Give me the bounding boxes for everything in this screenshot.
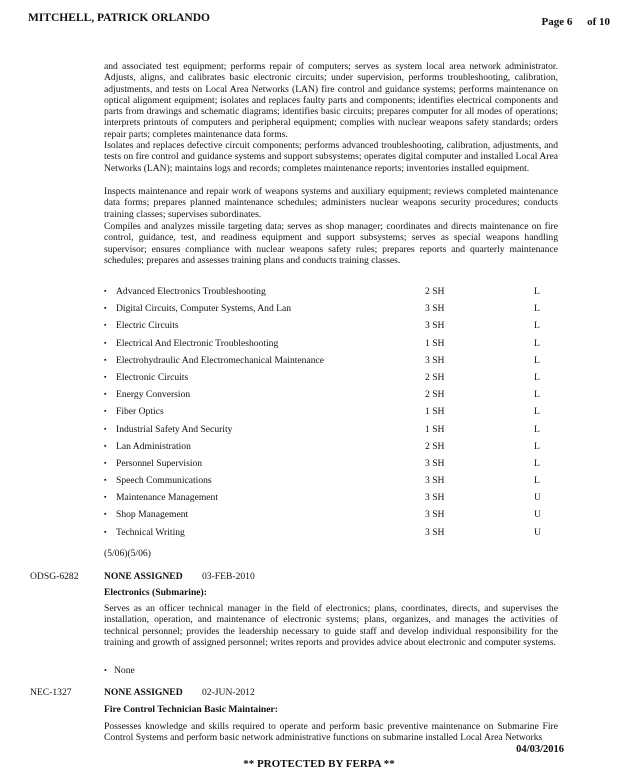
course-credits: 3 SH bbox=[425, 354, 445, 366]
course-credits: 3 SH bbox=[425, 475, 445, 487]
course-level: U bbox=[534, 492, 541, 504]
entry-code: NEC-1327 bbox=[30, 687, 72, 698]
entry-description: Serves as an officer technical manager in the field of electronics; plans, coordinates, directs, and supervises the installation, operation, and maintenance of electronic systems; plans, organizes, and manages the activities of technical personnel; provides the leadership necessary to guide staff and develop individual responsibility for the training and growth of assigned personnel; writes reports and provides advice about electronic and computer systems. bbox=[104, 603, 558, 648]
course-credits: 3 SH bbox=[425, 509, 445, 521]
bullet-icon: ▪ bbox=[104, 338, 107, 347]
entry-title: NONE ASSIGNED bbox=[104, 571, 183, 582]
course-row bbox=[104, 355, 564, 372]
entry-item bbox=[104, 665, 135, 676]
entry-item-label: None bbox=[114, 665, 135, 676]
course-name: Speech Communications bbox=[116, 475, 212, 487]
course-name: Personnel Supervision bbox=[116, 457, 203, 469]
bullet-icon: ▪ bbox=[104, 527, 107, 536]
course-name: Electrical And Electronic Troubleshooting bbox=[116, 337, 279, 349]
course-level: L bbox=[534, 286, 540, 297]
course-level: L bbox=[534, 303, 540, 315]
course-row bbox=[104, 424, 564, 441]
course-row bbox=[104, 338, 564, 355]
page-total-label: of 10 bbox=[587, 16, 610, 28]
course-row bbox=[104, 303, 564, 320]
course-name: Energy Conversion bbox=[116, 389, 191, 401]
course-credits: 3 SH bbox=[425, 526, 445, 538]
course-credits: 2 SH bbox=[425, 371, 445, 383]
course-row bbox=[104, 320, 564, 337]
course-name: Fiber Optics bbox=[116, 406, 164, 418]
course-row bbox=[104, 441, 564, 458]
course-row bbox=[104, 389, 564, 406]
course-row bbox=[104, 372, 564, 389]
course-name: Digital Circuits, Computer Systems, And Lan bbox=[116, 303, 292, 315]
course-row bbox=[104, 286, 564, 303]
bullet-icon: ▪ bbox=[104, 287, 107, 295]
bullet-icon: ▪ bbox=[104, 304, 107, 313]
course-credits: 1 SH bbox=[425, 337, 445, 349]
course-row bbox=[104, 509, 564, 526]
entry-date: 03-FEB-2010 bbox=[202, 571, 255, 582]
course-credits: 2 SH bbox=[425, 286, 445, 297]
course-level: L bbox=[534, 354, 540, 366]
course-level: L bbox=[534, 440, 540, 452]
course-name: Maintenance Management bbox=[116, 492, 219, 504]
entry-date: 02-JUN-2012 bbox=[202, 687, 255, 698]
bullet-icon: ▪ bbox=[104, 493, 107, 502]
course-level: L bbox=[534, 389, 540, 401]
course-row bbox=[104, 458, 564, 475]
print-date: 04/03/2016 bbox=[516, 744, 564, 755]
course-level: L bbox=[534, 371, 540, 383]
page-label: Page 6 bbox=[541, 16, 573, 28]
course-level: L bbox=[534, 337, 540, 349]
ferpa-notice: ** PROTECTED BY FERPA ** bbox=[243, 758, 395, 770]
course-credits: 2 SH bbox=[425, 389, 445, 401]
course-credits: 3 SH bbox=[425, 492, 445, 504]
course-list bbox=[104, 286, 564, 544]
bullet-icon: ▪ bbox=[104, 458, 107, 467]
bullet-icon: ▪ bbox=[104, 407, 107, 416]
course-name: Electric Circuits bbox=[116, 320, 179, 332]
course-row bbox=[104, 475, 564, 492]
course-name: Advanced Electronics Troubleshooting bbox=[116, 286, 266, 297]
entry-title: NONE ASSIGNED bbox=[104, 687, 183, 698]
course-credits: 3 SH bbox=[425, 457, 445, 469]
bullet-icon: ▪ bbox=[104, 390, 107, 399]
page-header bbox=[28, 12, 610, 32]
review-dates: (5/06)(5/06) bbox=[104, 548, 151, 559]
course-credits: 3 SH bbox=[425, 320, 445, 332]
course-name: Shop Management bbox=[116, 509, 189, 521]
course-level: L bbox=[534, 423, 540, 435]
bullet-icon: • bbox=[104, 666, 107, 675]
course-level: U bbox=[534, 509, 541, 521]
description-paragraph-2: Isolates and replaces defective circuit components; performs advanced troubleshooting, calibration, adjustments, and tests on fire control and guidance systems and support subsystems; operates digital computer and installed Local Area Networks (LAN); maintains logs and records; completes maintenance reports; inventories installed equipment. bbox=[104, 140, 558, 174]
student-name: MITCHELL, PATRICK ORLANDO bbox=[28, 12, 210, 24]
bullet-icon: ▪ bbox=[104, 321, 107, 330]
entry-code: ODSG-6282 bbox=[30, 571, 79, 582]
course-name: Electrohydraulic And Electromechanical Maintenance bbox=[116, 354, 325, 366]
bullet-icon: ▪ bbox=[104, 441, 107, 450]
bullet-icon: ▪ bbox=[104, 510, 107, 519]
bullet-icon: ▪ bbox=[104, 424, 107, 433]
course-name: Technical Writing bbox=[116, 526, 185, 538]
course-level: L bbox=[534, 457, 540, 469]
course-row bbox=[104, 406, 564, 423]
course-name: Electronic Circuits bbox=[116, 371, 189, 383]
entry-subtitle: Fire Control Technician Basic Maintainer: bbox=[104, 704, 278, 715]
entry-subtitle: Electronics (Submarine): bbox=[104, 587, 207, 598]
course-row bbox=[104, 492, 564, 509]
description-paragraph-4: Compiles and analyzes missile targeting data; serves as shop manager; coordinates and directs maintenance on fire control, guidance, test, and readiness equipment and support subsystems; serves as special weapons handling supervisor; ensures compliance with nuclear weapons safety rules; prepares reports and quarterly maintenance schedules; prepares and assesses training plans and conducts training classes. bbox=[104, 221, 558, 266]
bullet-icon: ▪ bbox=[104, 372, 107, 381]
description-paragraph-3: Inspects maintenance and repair work of weapons systems and auxiliary equipment; reviews completed maintenance data forms; prepares planned maintenance schedules; administers nuclear weapons security procedures; conducts training classes; supervises subordinates. bbox=[104, 186, 558, 220]
course-name: Lan Administration bbox=[116, 440, 191, 452]
bullet-icon: ▪ bbox=[104, 476, 107, 485]
course-level: L bbox=[534, 406, 540, 418]
description-paragraph-1: and associated test equipment; performs repair of computers; serves as system local area network administrator. Adjusts, aligns, and calibrates basic electronic circuits; under supervision, performs troubleshooting, calibration, adjustments, and tests on Local Area Networks (LAN) fire control and guidance systems; performs maintenance on optical alignment equipment; isolates and replaces faulty parts and components; identifies electrical components and parts from drawings and schematic diagrams; identifies basic circuits; prepares computer for all modes of operations; interprets printouts of computers and peripheral equipment; complies with nuclear weapons safety standards; orders repair parts; completes maintenance data forms. bbox=[104, 61, 558, 140]
course-level: U bbox=[534, 526, 541, 538]
course-name: Industrial Safety And Security bbox=[116, 423, 233, 435]
course-credits: 1 SH bbox=[425, 423, 445, 435]
course-level: L bbox=[534, 320, 540, 332]
course-credits: 2 SH bbox=[425, 440, 445, 452]
page-number bbox=[541, 16, 610, 28]
course-credits: 3 SH bbox=[425, 303, 445, 315]
course-row bbox=[104, 527, 564, 544]
course-level: L bbox=[534, 475, 540, 487]
course-credits: 1 SH bbox=[425, 406, 445, 418]
entry-description: Possesses knowledge and skills required to operate and perform basic preventive maintenance on Submarine Fire Control Systems and perform basic network administrative functions on submarine installed Local Area Networks bbox=[104, 721, 558, 744]
bullet-icon: ▪ bbox=[104, 355, 107, 364]
